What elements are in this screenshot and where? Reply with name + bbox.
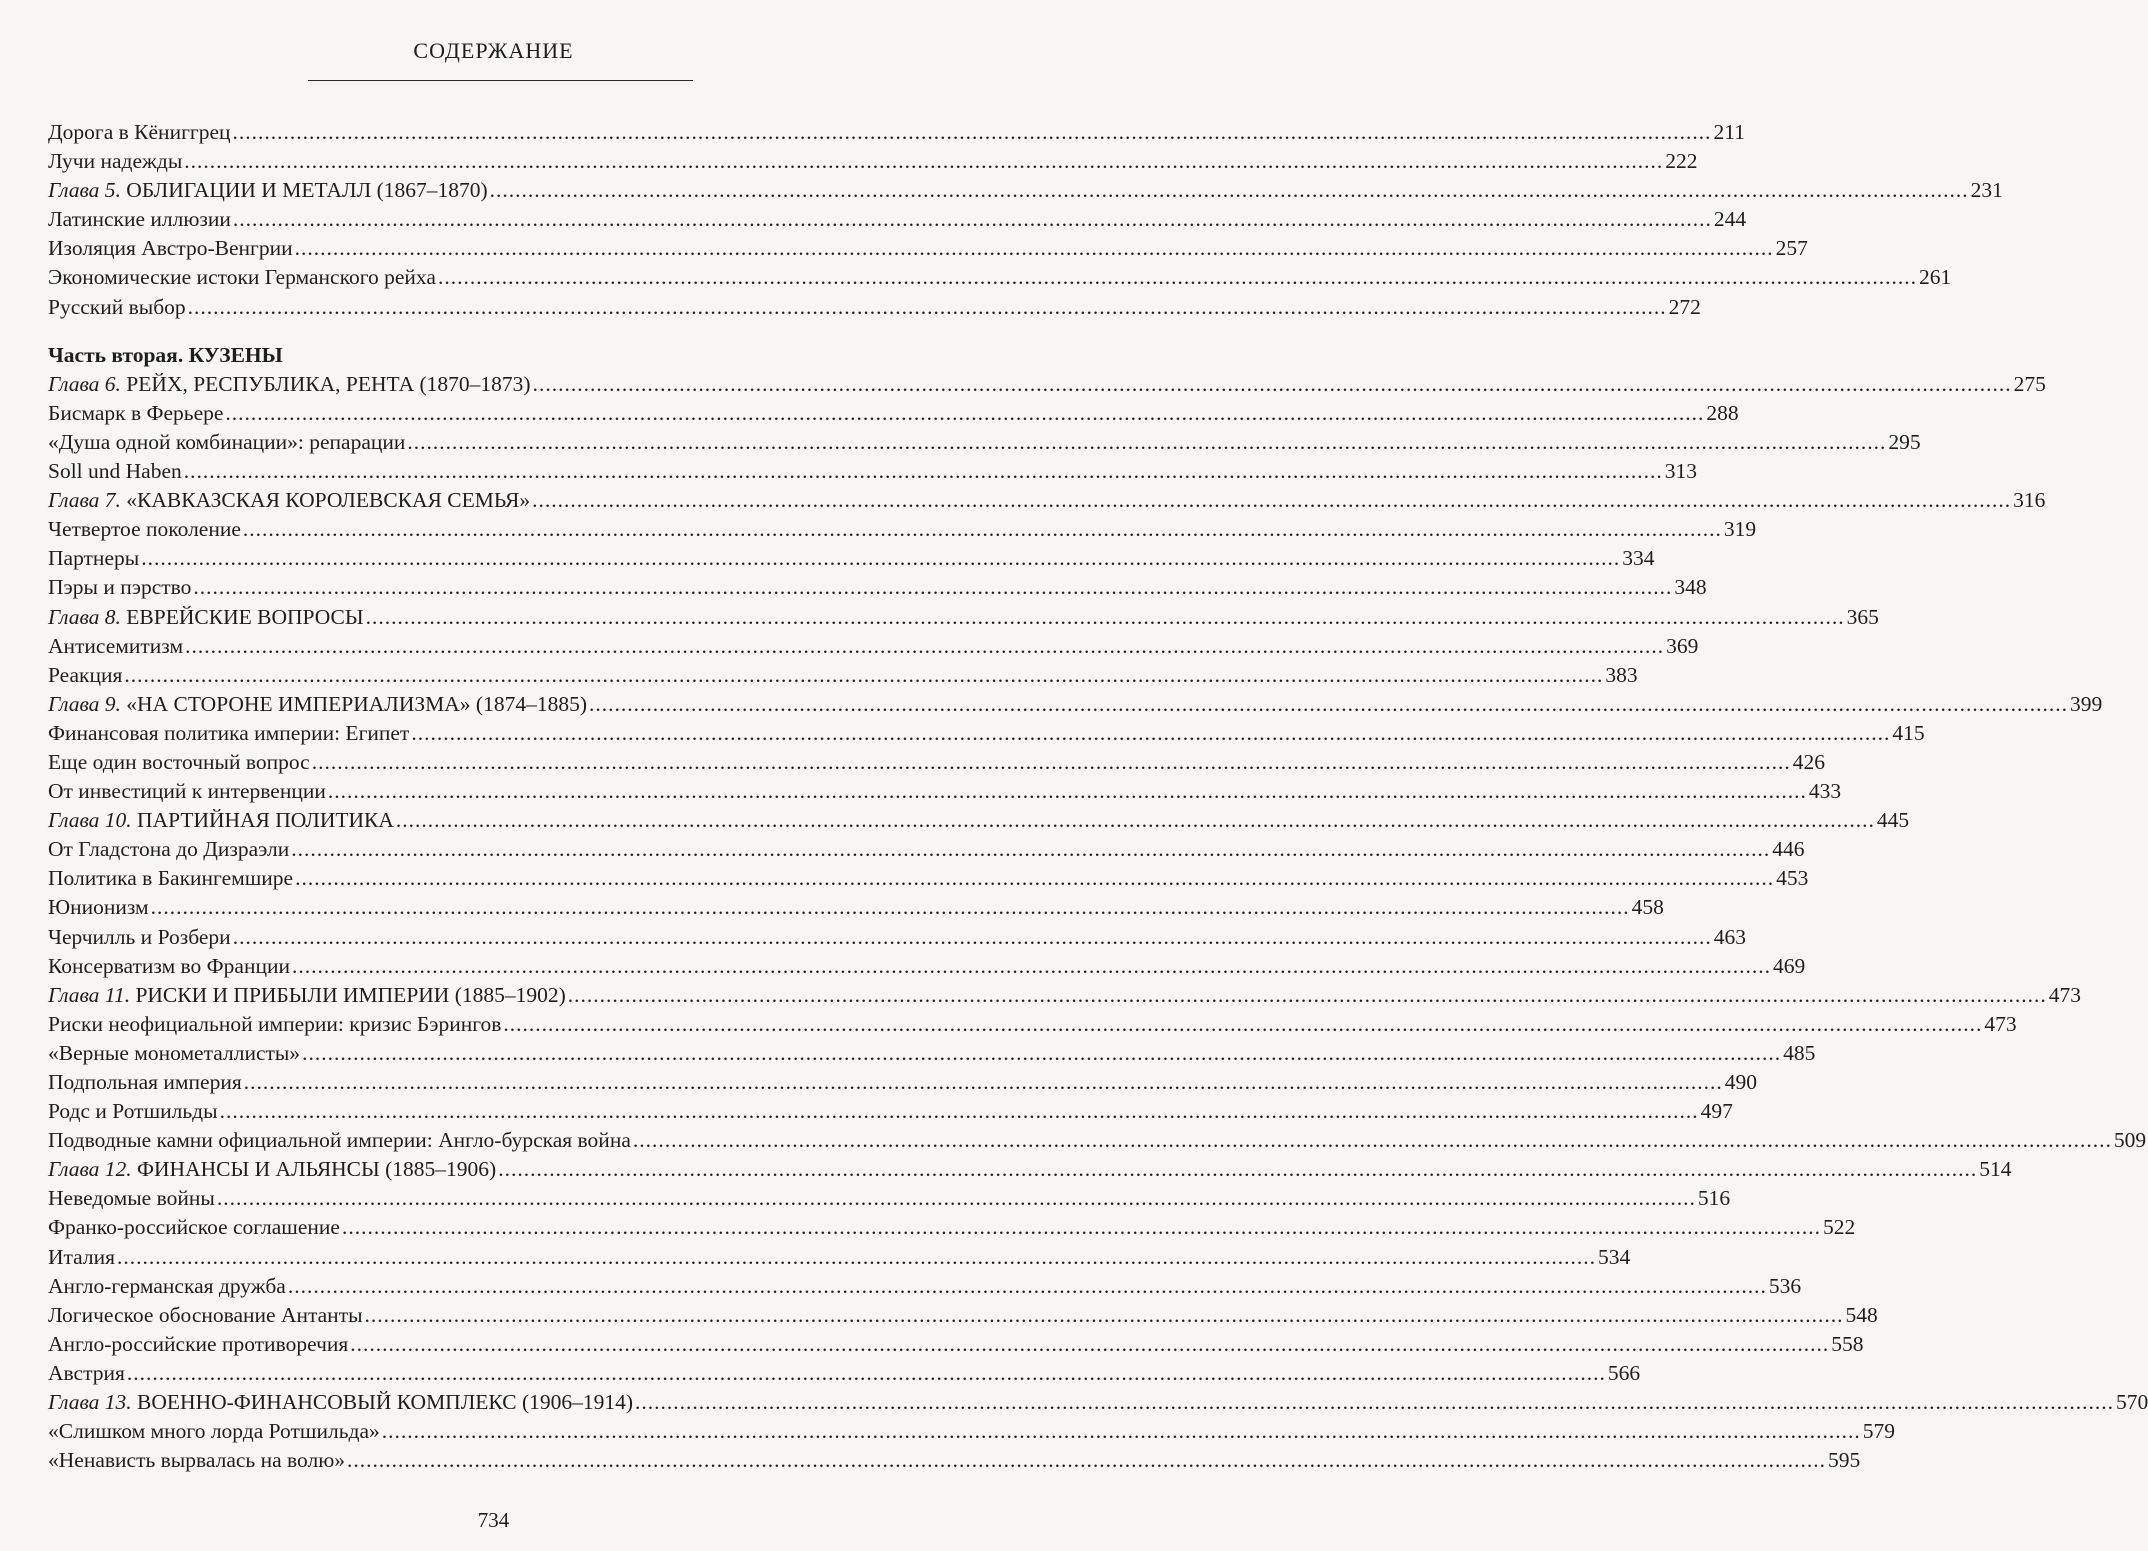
entry-text: РИСКИ И ПРИБЫЛИ ИМПЕРИИ (1885–1902) xyxy=(135,982,566,1007)
toc-entry-title xyxy=(48,661,122,690)
toc-entry xyxy=(48,1184,1731,1213)
dot-leader xyxy=(568,981,2047,1010)
entry-text: Юнионизм xyxy=(48,895,149,920)
table-of-contents xyxy=(48,118,2148,1475)
entry-text: Риски неофициальной империи: кризис Бэрингов xyxy=(48,1011,502,1036)
dot-leader xyxy=(244,1068,1723,1097)
dot-leader xyxy=(288,1272,1767,1301)
dot-leader xyxy=(295,864,1774,893)
chapter-prefix: Глава 10. xyxy=(48,808,132,833)
entry-text: Подпольная империя xyxy=(48,1070,242,1094)
toc-entry-title xyxy=(48,1213,340,1242)
toc-entry xyxy=(48,952,1806,981)
toc-page-number: 244 xyxy=(1713,207,1747,232)
toc-entry-title xyxy=(48,457,182,486)
toc-section-part-two xyxy=(48,370,2148,1476)
entry-text: Антисемитизм xyxy=(48,633,184,658)
toc-entry xyxy=(48,690,2103,719)
chapter-prefix: Глава 9. xyxy=(48,691,121,716)
page-header: СОДЕРЖАНИЕ xyxy=(413,38,574,63)
toc-entry-title xyxy=(48,952,290,981)
toc-entry-title xyxy=(48,293,186,322)
toc-entry-title xyxy=(48,1068,242,1097)
entry-text: Партнеры xyxy=(48,546,140,571)
dot-leader xyxy=(366,603,1845,632)
toc-page-number: 473 xyxy=(2048,982,2082,1007)
entry-text: Экономические истоки Германского рейха xyxy=(48,265,436,290)
toc-page-number: 288 xyxy=(1706,400,1739,425)
toc-entry xyxy=(48,573,1707,602)
toc-page-number: 453 xyxy=(1776,866,1809,891)
dot-leader xyxy=(350,1330,1829,1359)
dot-leader xyxy=(411,719,1890,748)
toc-entry-title xyxy=(48,603,364,632)
entry-text: Русский выбор xyxy=(48,294,186,319)
toc-page-number: 509 xyxy=(2113,1128,2147,1153)
toc-page-number: 445 xyxy=(1876,808,1910,833)
toc-entry-title xyxy=(48,748,310,777)
part-heading: Часть вторая. КУЗЕНЫ xyxy=(48,342,283,367)
chapter-prefix: Глава 12. xyxy=(48,1157,132,1182)
toc-entry xyxy=(48,544,1655,573)
toc-entry xyxy=(48,893,1664,922)
toc-page-number: 473 xyxy=(1984,1011,2017,1036)
toc-entry xyxy=(48,1039,1816,1068)
toc-entry-title xyxy=(48,263,436,292)
entry-text: Неведомые войны xyxy=(48,1186,215,1211)
dot-leader xyxy=(589,690,2068,719)
toc-page-number: 261 xyxy=(1918,265,1952,290)
dot-leader xyxy=(117,1243,1596,1272)
entry-text: Лучи надежды xyxy=(48,149,183,174)
dot-leader xyxy=(233,923,1712,952)
toc-page-number: 222 xyxy=(1665,149,1698,174)
toc-entry xyxy=(48,981,2082,1010)
dot-leader xyxy=(347,1446,1826,1475)
dot-leader xyxy=(342,1213,1821,1242)
toc-entry xyxy=(48,1301,1878,1330)
toc-entry-title xyxy=(48,981,566,1010)
chapter-prefix: Глава 8. xyxy=(48,604,121,629)
dot-leader xyxy=(127,1359,1606,1388)
toc-entry-title xyxy=(48,690,587,719)
toc-entry-title xyxy=(48,1417,380,1446)
toc-page-number: 497 xyxy=(1700,1099,1733,1124)
page-number: 734 xyxy=(477,1508,510,1532)
dot-leader xyxy=(633,1126,2112,1155)
toc-entry-title xyxy=(48,573,191,602)
dot-leader xyxy=(185,632,1664,661)
toc-entry xyxy=(48,1417,1895,1446)
dot-leader xyxy=(635,1388,2114,1417)
entry-text: ОБЛИГАЦИИ И МЕТАЛЛ (1867–1870) xyxy=(126,178,488,203)
toc-entry xyxy=(48,748,1825,777)
toc-page-number: 548 xyxy=(1845,1302,1878,1327)
toc-entry-title xyxy=(48,1184,215,1213)
toc-entry-title xyxy=(48,118,231,147)
entry-text: «КАВКАЗСКАЯ КОРОЛЕВСКАЯ СЕМЬЯ» xyxy=(126,488,531,513)
chapter-prefix: Глава 7. xyxy=(48,488,121,513)
toc-page-number: 558 xyxy=(1831,1331,1864,1356)
entry-text: «Ненависть вырвалась на волю» xyxy=(48,1448,346,1473)
chapter-prefix: Глава 5. xyxy=(48,178,121,203)
dot-leader xyxy=(503,1010,1982,1039)
toc-entry xyxy=(48,370,2046,399)
dot-leader xyxy=(302,1039,1781,1068)
toc-section-top xyxy=(48,118,2003,322)
toc-page-number: 348 xyxy=(1674,575,1707,600)
toc-page-number: 566 xyxy=(1607,1360,1641,1385)
toc-page-number: 211 xyxy=(1713,120,1745,144)
header-divider xyxy=(308,80,693,81)
entry-text: Подводные камни официальной империи: Англо-бурская война xyxy=(48,1128,631,1153)
toc-entry-title xyxy=(48,1243,115,1272)
toc-entry xyxy=(48,632,1699,661)
toc-page-number: 257 xyxy=(1775,236,1808,261)
toc-entry-title xyxy=(48,893,149,922)
entry-text: «Слишком много лорда Ротшильда» xyxy=(48,1419,380,1444)
entry-text: Дорога в Кёниггрец xyxy=(48,120,231,144)
toc-page-number: 485 xyxy=(1783,1040,1816,1065)
entry-text: ВОЕННО-ФИНАНСОВЫЙ КОМПЛЕКС (1906–1914) xyxy=(137,1390,634,1415)
toc-page-number: 426 xyxy=(1792,749,1825,774)
toc-entry xyxy=(48,263,1952,292)
toc-entry xyxy=(48,1155,2012,1184)
toc-entry xyxy=(48,1446,1861,1475)
entry-text: Изоляция Австро-Венгрии xyxy=(48,236,293,261)
dot-leader xyxy=(233,205,1712,234)
dot-leader xyxy=(188,293,1667,322)
entry-text: Черчилль и Розбери xyxy=(48,924,231,949)
toc-entry-title xyxy=(48,1097,218,1126)
toc-entry xyxy=(48,1097,1733,1126)
toc-entry-title xyxy=(48,486,530,515)
dot-leader xyxy=(243,515,1722,544)
dot-leader xyxy=(184,457,1663,486)
toc-entry-title xyxy=(48,923,231,952)
dot-leader xyxy=(407,428,1886,457)
toc-page-number: 313 xyxy=(1664,459,1698,484)
entry-text: Родс и Ротшильды xyxy=(48,1099,218,1124)
toc-entry-title xyxy=(48,864,293,893)
dot-leader xyxy=(225,399,1704,428)
toc-entry-title xyxy=(48,1126,631,1155)
toc-entry-title xyxy=(48,428,405,457)
dot-leader xyxy=(533,370,2012,399)
toc-entry-title xyxy=(48,632,183,661)
entry-text: Четвертое поколение xyxy=(48,517,241,542)
toc-entry-title xyxy=(48,1039,300,1068)
toc-entry xyxy=(48,234,1808,263)
toc-page-number: 319 xyxy=(1723,517,1757,542)
toc-entry xyxy=(48,428,1921,457)
dot-leader xyxy=(382,1417,1861,1446)
toc-entry-title xyxy=(48,1272,286,1301)
toc-page-number: 463 xyxy=(1713,924,1746,949)
dot-leader xyxy=(438,263,1917,292)
entry-text: Италия xyxy=(48,1244,116,1269)
toc-entry xyxy=(48,1068,1757,1097)
toc-entry xyxy=(48,293,1701,322)
toc-entry xyxy=(48,205,1747,234)
entry-text: Финансовая политика империи: Египет xyxy=(48,720,410,745)
entry-text: Австрия xyxy=(48,1360,125,1385)
toc-entry xyxy=(48,1330,1864,1359)
entry-text: Политика в Бакингемшире xyxy=(48,866,294,891)
toc-page-number: 570 xyxy=(2116,1390,2148,1415)
dot-leader xyxy=(328,777,1807,806)
entry-text: Логическое обоснование Антанты xyxy=(48,1302,363,1327)
entry-text: Еще один восточный вопрос xyxy=(48,749,310,774)
entry-text: Англо-германская дружба xyxy=(48,1273,286,1298)
dot-leader xyxy=(291,835,1770,864)
toc-entry-title xyxy=(48,1330,348,1359)
toc-entry-title xyxy=(48,147,182,176)
toc-entry xyxy=(48,661,1638,690)
toc-entry-title xyxy=(48,835,289,864)
toc-page-number: 433 xyxy=(1808,779,1842,804)
part-spacer xyxy=(48,322,942,341)
toc-entry-title xyxy=(48,1388,633,1417)
dot-leader xyxy=(220,1097,1699,1126)
toc-page-number: 415 xyxy=(1892,720,1925,745)
toc-entry xyxy=(48,1359,1641,1388)
entry-text: Бисмарк в Ферьере xyxy=(48,400,224,425)
toc-entry xyxy=(48,1388,2148,1417)
toc-page-number: 295 xyxy=(1888,429,1921,454)
toc-page-number: 536 xyxy=(1768,1273,1802,1298)
toc-entry-title xyxy=(48,1155,496,1184)
entry-text: РЕЙХ, РЕСПУБЛИКА, РЕНТА (1870–1873) xyxy=(126,371,531,396)
toc-page-number: 514 xyxy=(1979,1157,2012,1182)
toc-entry xyxy=(48,603,1879,632)
toc-entry-title xyxy=(48,205,231,234)
entry-text: От Гладстона до Дизраэли xyxy=(48,837,290,862)
dot-leader xyxy=(217,1184,1696,1213)
toc-page-number: 316 xyxy=(2013,488,2046,513)
toc-entry-title xyxy=(48,234,293,263)
toc-page-number: 272 xyxy=(1668,294,1701,319)
toc-entry xyxy=(48,1213,1856,1242)
entry-text: Реакция xyxy=(48,662,123,687)
entry-text: «Верные монометаллисты» xyxy=(48,1040,301,1065)
toc-entry xyxy=(48,923,1746,952)
chapter-prefix: Глава 6. xyxy=(48,371,121,396)
entry-text: ЕВРЕЙСКИЕ ВОПРОСЫ xyxy=(126,604,364,629)
toc-entry xyxy=(48,457,1698,486)
toc-entry-title xyxy=(48,515,241,544)
entry-text: Пэры и пэрство xyxy=(48,575,192,600)
toc-page-number: 365 xyxy=(1846,604,1879,629)
dot-leader xyxy=(312,748,1791,777)
entry-text: ПАРТИЙНАЯ ПОЛИТИКА xyxy=(137,808,394,833)
toc-entry xyxy=(48,399,1739,428)
dot-leader xyxy=(233,118,1712,147)
toc-entry xyxy=(48,864,1809,893)
dot-leader xyxy=(498,1155,1977,1184)
toc-entry-title xyxy=(48,176,488,205)
chapter-prefix: Глава 13. xyxy=(48,1390,132,1415)
toc-page-number: 522 xyxy=(1822,1215,1856,1240)
toc-entry xyxy=(48,1243,1631,1272)
dot-leader xyxy=(141,544,1620,573)
dot-leader xyxy=(193,573,1672,602)
toc-entry xyxy=(48,1272,1802,1301)
dot-leader xyxy=(532,486,2011,515)
toc-page-number: 369 xyxy=(1666,633,1699,658)
toc-entry xyxy=(48,1010,2017,1039)
toc-entry-title xyxy=(48,1301,363,1330)
entry-text: Латинские иллюзии xyxy=(48,207,231,232)
toc-page-number: 383 xyxy=(1605,662,1638,687)
toc-entry xyxy=(48,777,1842,806)
toc-entry xyxy=(48,835,1805,864)
toc-entry-title xyxy=(48,806,394,835)
dot-leader xyxy=(124,661,1603,690)
toc-page-number: 595 xyxy=(1828,1448,1861,1473)
toc-page-number: 334 xyxy=(1622,546,1655,571)
toc-entry-title xyxy=(48,1446,345,1475)
toc-page-number: 275 xyxy=(2013,371,2046,396)
dot-leader xyxy=(490,176,1969,205)
toc-page-number: 534 xyxy=(1598,1244,1631,1269)
toc-entry xyxy=(48,486,2046,515)
dot-leader xyxy=(396,806,1875,835)
entry-text: Soll und Haben xyxy=(48,459,182,484)
dot-leader xyxy=(295,234,1774,263)
toc-page-number: 399 xyxy=(2070,691,2103,716)
toc-entry-title xyxy=(48,777,326,806)
chapter-prefix: Глава 11. xyxy=(48,982,131,1007)
toc-page-number: 231 xyxy=(1970,178,2003,203)
toc-entry-title xyxy=(48,719,409,748)
toc-page-number: 446 xyxy=(1772,837,1805,862)
entry-text: Англо-российские противоречия xyxy=(48,1331,349,1356)
entry-text: «НА СТОРОНЕ ИМПЕРИАЛИЗМА» (1874–1885) xyxy=(126,691,588,716)
entry-text: Консерватизм во Франции xyxy=(48,953,290,978)
toc-entry-title xyxy=(48,544,139,573)
toc-entry xyxy=(48,719,1925,748)
entry-text: От инвестиций к интервенции xyxy=(48,779,326,804)
entry-text: «Душа одной комбинации»: репарации xyxy=(48,429,406,454)
toc-entry xyxy=(48,515,1757,544)
dot-leader xyxy=(184,147,1663,176)
entry-text: Франко-российское соглашение xyxy=(48,1215,340,1240)
toc-entry-title xyxy=(48,370,531,399)
toc-entry-title xyxy=(48,399,223,428)
toc-entry-title xyxy=(48,1359,125,1388)
toc-page-number: 469 xyxy=(1772,953,1806,978)
toc-page-number: 516 xyxy=(1697,1186,1731,1211)
toc-entry-title xyxy=(48,1010,501,1039)
toc-page-number: 579 xyxy=(1862,1419,1895,1444)
toc-entry xyxy=(48,147,1698,176)
entry-text: ФИНАНСЫ И АЛЬЯНСЫ (1885–1906) xyxy=(137,1157,497,1182)
toc-entry xyxy=(48,118,1745,147)
dot-leader xyxy=(292,952,1771,981)
dot-leader xyxy=(365,1301,1844,1330)
toc-entry xyxy=(48,806,1910,835)
dot-leader xyxy=(151,893,1630,922)
toc-entry xyxy=(48,1126,2147,1155)
toc-page-number: 490 xyxy=(1724,1070,1757,1094)
toc-entry xyxy=(48,176,2003,205)
toc-page-number: 458 xyxy=(1631,895,1664,920)
